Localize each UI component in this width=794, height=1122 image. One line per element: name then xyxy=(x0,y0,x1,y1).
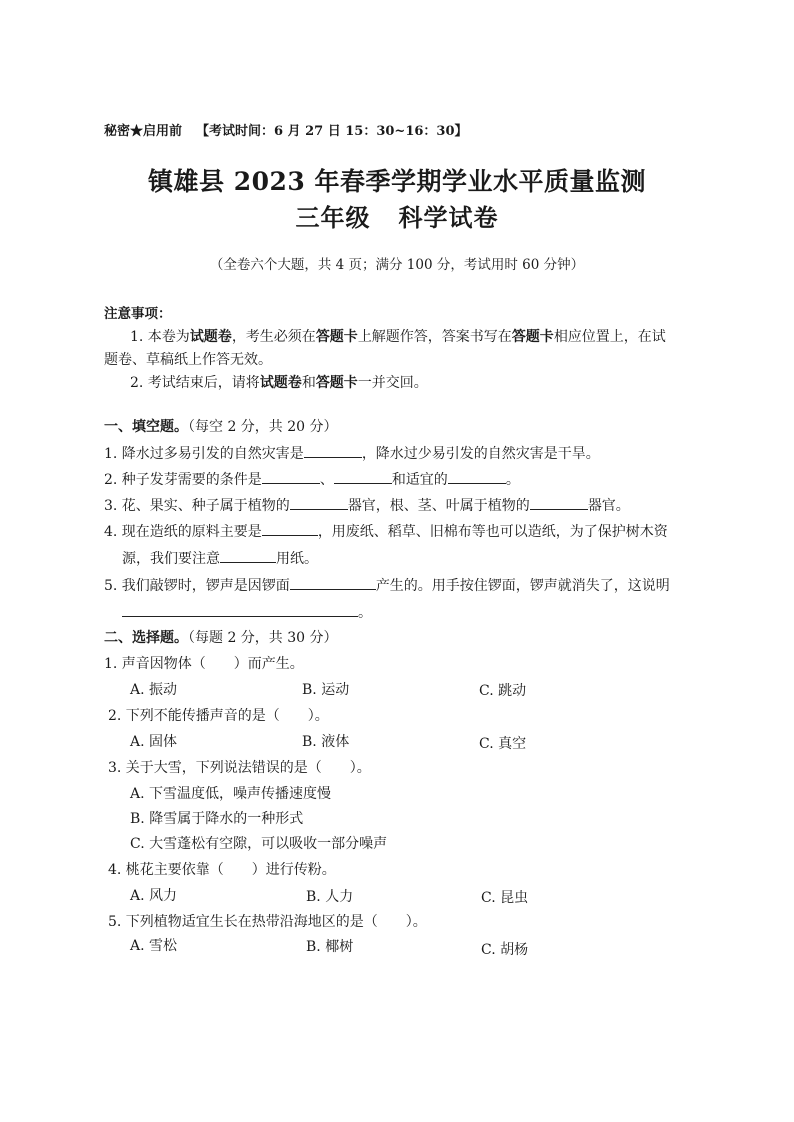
choice-question-4: 4. 桃花主要依靠（ ）进行传粉。 xyxy=(108,862,336,878)
answer-blank[interactable] xyxy=(448,469,506,484)
option-a[interactable]: A. 固体 xyxy=(130,734,178,750)
option-c[interactable]: C. 昆虫 xyxy=(481,890,529,906)
answer-blank[interactable] xyxy=(290,575,376,590)
notice-title: 注意事项： xyxy=(104,306,172,322)
fill-question-3: 3. 花、果实、种子属于植物的 器官，根、茎、叶属于植物的 器官。 xyxy=(104,495,630,515)
section-2-title: 二、选择题。（每题 2 分，共 30 分） xyxy=(104,630,338,646)
notice-item-1-cont: 题卷、草稿纸上作答无效。 xyxy=(104,352,272,368)
option-a[interactable]: A. 振动 xyxy=(130,682,178,698)
answer-blank[interactable] xyxy=(122,602,358,617)
answer-blank[interactable] xyxy=(262,469,320,484)
exam-title: 镇雄县 2023 年春季学期学业水平质量监测 xyxy=(148,167,646,196)
answer-blank[interactable] xyxy=(290,495,348,510)
fill-question-5-cont: 。 xyxy=(122,602,372,622)
answer-blank[interactable] xyxy=(334,469,392,484)
option-c[interactable]: C. 胡杨 xyxy=(481,942,529,958)
exam-time: 【考试时间：6 月 27 日 15：30~16：30】 xyxy=(196,124,468,139)
fill-question-2: 2. 种子发芽需要的条件是 、 和适宜的 。 xyxy=(104,469,520,489)
option-b[interactable]: B. 椰树 xyxy=(306,939,354,955)
option-a[interactable]: A. 风力 xyxy=(130,888,178,904)
fill-question-5: 5. 我们敲锣时，锣声是因锣面 产生的。用手按住锣面，锣声就消失了，这说明 xyxy=(104,575,670,595)
option-b[interactable]: B. 降雪属于降水的一种形式 xyxy=(130,811,304,827)
exam-subject-title xyxy=(0,198,794,233)
option-a[interactable]: A. 下雪温度低，噪声传播速度慢 xyxy=(130,786,332,802)
fill-question-4-cont: 源，我们要注意 用纸。 xyxy=(122,548,318,568)
choice-question-5: 5. 下列植物适宜生长在热带沿海地区的是（ ）。 xyxy=(108,914,427,930)
choice-question-2: 2. 下列不能传播声音的是（ ）。 xyxy=(108,708,329,724)
option-b[interactable]: B. 运动 xyxy=(302,682,350,698)
fill-question-4: 4. 现在造纸的原料主要是 ，用废纸、稻草、旧棉布等也可以造纸，为了保护树木资 xyxy=(104,521,668,541)
answer-blank[interactable] xyxy=(220,548,276,563)
exam-info: （全卷六个大题，共 4 页；满分 100 分，考试用时 60 分钟） xyxy=(209,257,585,273)
confidential-label: 秘密★启用前 xyxy=(104,124,183,139)
exam-header xyxy=(104,120,468,139)
choice-question-1: 1. 声音因物体（ ）而产生。 xyxy=(104,656,304,672)
option-a[interactable]: A. 雪松 xyxy=(130,938,178,954)
option-c[interactable]: C. 跳动 xyxy=(479,683,527,699)
subject-label: 科学试卷 xyxy=(398,203,499,232)
choice-question-3: 3. 关于大雪，下列说法错误的是（ ）。 xyxy=(108,760,371,776)
option-c[interactable]: C. 大雪蓬松有空隙，可以吸收一部分噪声 xyxy=(130,836,388,852)
notice-item-2: 2. 考试结束后，请将试题卷和答题卡一并交回。 xyxy=(130,375,428,391)
section-1-title: 一、填空题。（每空 2 分，共 20 分） xyxy=(104,419,338,435)
answer-blank[interactable] xyxy=(304,443,362,458)
option-c[interactable]: C. 真空 xyxy=(479,736,527,752)
answer-blank[interactable] xyxy=(530,495,588,510)
fill-question-1: 1. 降水过多易引发的自然灾害是 ，降水过少易引发的自然灾害是干旱。 xyxy=(104,443,600,463)
notice-item-1: 1. 本卷为试题卷，考生必须在答题卡上解题作答，答案书写在答题卡相应位置上，在试 xyxy=(130,329,666,345)
grade-label: 三年级 xyxy=(295,203,371,232)
option-b[interactable]: B. 液体 xyxy=(302,734,350,750)
answer-blank[interactable] xyxy=(262,521,318,536)
option-b[interactable]: B. 人力 xyxy=(306,889,354,905)
